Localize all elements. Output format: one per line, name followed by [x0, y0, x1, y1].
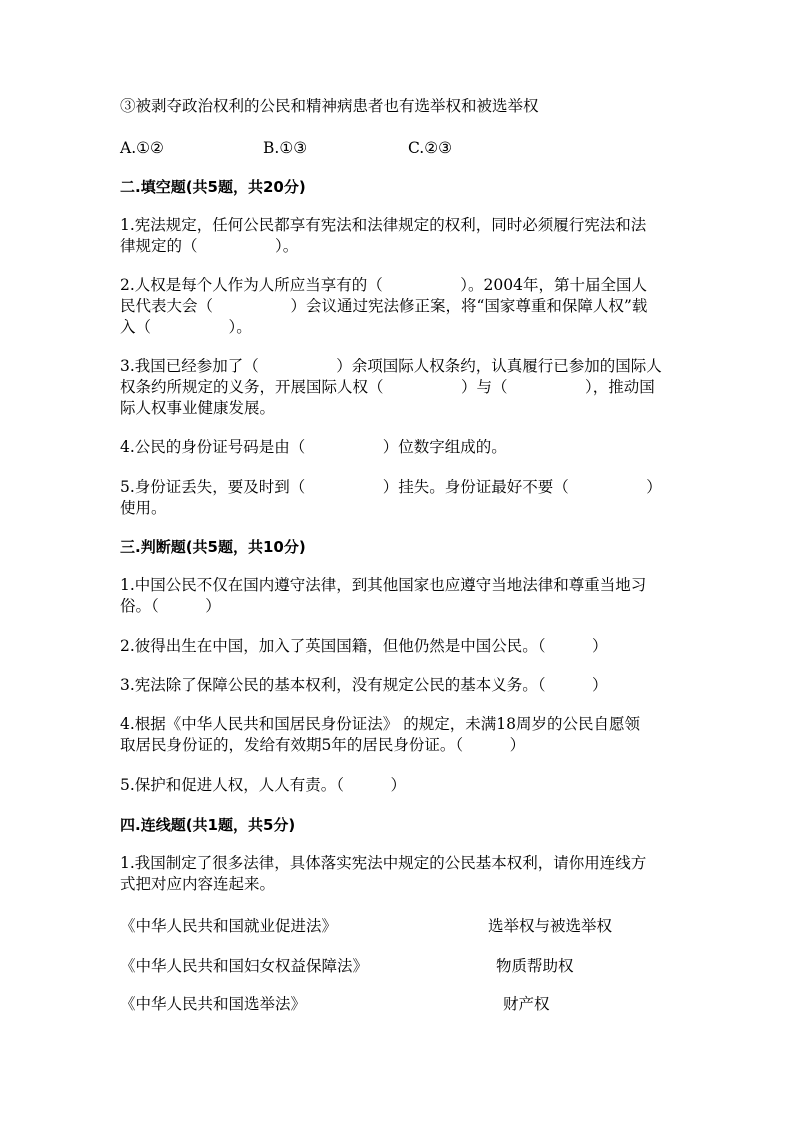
fill-q1-line1: 1.宪法规定，任何公民都享有宪法和法律规定的权利，同时必须履行宪法和法 — [120, 216, 647, 234]
option-a: A.①② — [120, 139, 164, 157]
section-heading-matching: 四.连线题(共1题，共5分) — [120, 816, 296, 834]
match-left-item-1: 《中华人民共和国就业促进法》 — [120, 917, 338, 935]
judge-q1-line2: 俗。（ ） — [120, 597, 221, 615]
fill-q2-line2: 民代表大会（ ）会议通过宪法修正案，将“国家尊重和保障人权”载 — [120, 297, 648, 315]
match-left-item-3: 《中华人民共和国选举法》 — [120, 995, 307, 1013]
fill-q2-line1: 2.人权是每个人作为人所应当享有的（ ）。2004年，第十届全国人 — [120, 276, 647, 294]
match-q1-line2: 式把对应内容连起来。 — [120, 875, 276, 893]
match-right-item-2: 物质帮助权 — [496, 957, 574, 975]
fill-q2-line3: 入（ ）。 — [120, 318, 252, 336]
judge-q2: 2.彼得出生在中国，加入了英国国籍，但他仍然是中国公民。（ ） — [120, 637, 608, 655]
judge-q1-line1: 1.中国公民不仅在国内遵守法律，到其他国家也应遵守当地法律和尊重当地习 — [120, 576, 647, 594]
judge-q4-line1: 4.根据《中华人民共和国居民身份证法》 的规定，未满18周岁的公民自愿领 — [120, 715, 640, 733]
fill-q5-line1: 5.身份证丢失，要及时到（ ）挂失。身份证最好不要（ ） — [120, 478, 662, 496]
option-c: C.②③ — [408, 139, 453, 157]
judge-q5: 5.保护和促进人权，人人有责。（ ） — [120, 776, 407, 794]
match-right-item-1: 选举权与被选举权 — [488, 917, 613, 935]
match-left-item-2: 《中华人民共和国妇女权益保障法》 — [120, 957, 369, 975]
fill-q1-line2: 律规定的（ ）。 — [120, 237, 299, 255]
match-q1-line1: 1.我国制定了很多法律，具体落实宪法中规定的公民基本权利，请你用连线方 — [120, 854, 647, 872]
section-heading-true-false: 三.判断题(共5题，共10分) — [120, 538, 306, 556]
question-statement-3: ③被剥夺政治权利的公民和精神病患者也有选举权和被选举权 — [120, 97, 539, 115]
fill-q3-line3: 际人权事业健康发展。 — [120, 399, 276, 417]
judge-q3: 3.宪法除了保障公民的基本权利，没有规定公民的基本义务。（ ） — [120, 676, 608, 694]
match-right-item-3: 财产权 — [503, 995, 550, 1013]
section-heading-fill-in: 二.填空题(共5题，共20分) — [120, 178, 306, 196]
option-b: B.①③ — [263, 139, 308, 157]
fill-q3-line2: 权条约所规定的义务，开展国际人权（ ）与（ ），推动国 — [120, 378, 655, 396]
judge-q4-line2: 取居民身份证的，发给有效期5年的居民身份证。（ ） — [120, 736, 526, 754]
fill-q5-line2: 使用。 — [120, 499, 167, 517]
fill-q3-line1: 3.我国已经参加了（ ）余项国际人权条约，认真履行已参加的国际人 — [120, 357, 662, 375]
fill-q4: 4.公民的身份证号码是由（ ）位数字组成的。 — [120, 438, 507, 456]
